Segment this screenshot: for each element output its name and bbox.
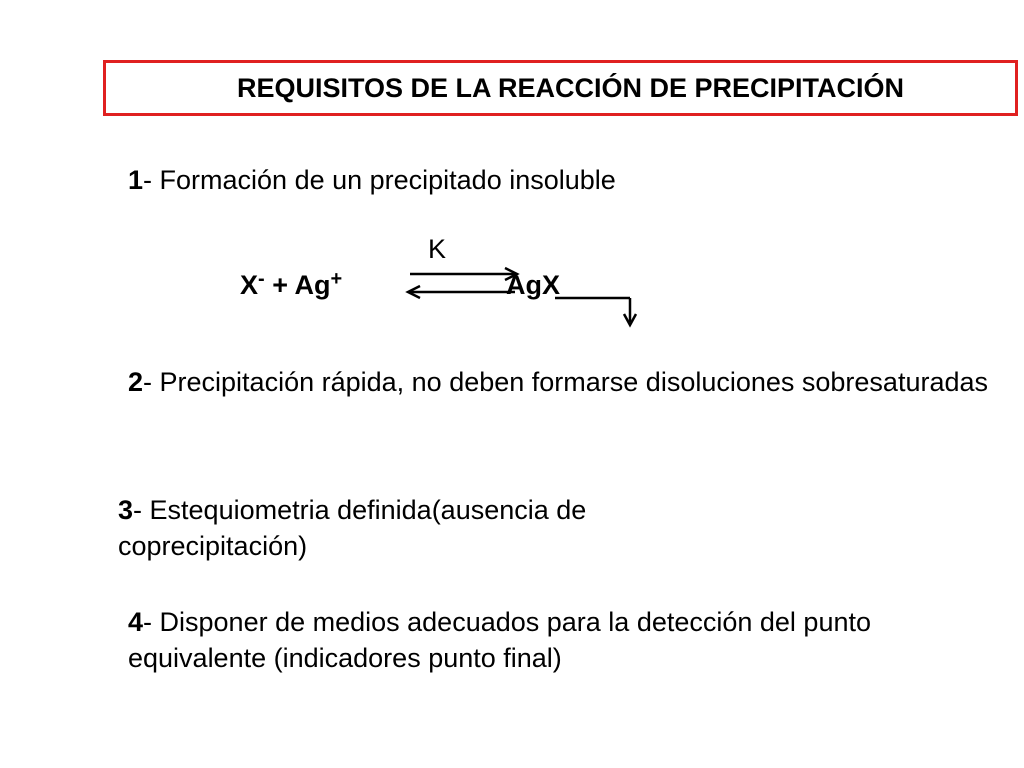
equation-reactants: [240, 270, 342, 301]
requirement-1-text: - Formación de un precipitado insoluble: [143, 165, 616, 195]
title-box: [103, 60, 1018, 116]
requirement-1: [128, 162, 616, 198]
cation-charge: +: [330, 268, 343, 290]
equilibrium-arrows-icon: [400, 262, 650, 332]
requirement-2: [128, 364, 988, 400]
anion-charge: -: [258, 268, 265, 290]
requirement-4: [128, 604, 1008, 676]
slide-title: REQUISITOS DE LA REACCIÓN DE PRECIPITACIÓN: [236, 72, 905, 103]
requirement-2-text: - Precipitación rápida, no deben formarse disoluciones sobresaturadas: [143, 367, 989, 397]
requirement-2-number: 2: [128, 367, 144, 397]
requirement-4-text: - Disponer de medios adecuados para la detección del punto equivalente (indicadores punto final): [128, 607, 872, 673]
requirement-1-number: 1: [128, 165, 144, 195]
plus-sign: +: [264, 270, 295, 300]
requirement-3-number: 3: [118, 495, 134, 525]
requirement-4-number: 4: [128, 607, 144, 637]
equilibrium-constant-label: K: [428, 234, 447, 264]
requirement-3: [118, 492, 738, 564]
equation-product: AgX: [506, 270, 560, 300]
requirement-3-text: - Estequiometria definida(ausencia de coprecipitación): [118, 495, 587, 561]
anion: X: [240, 270, 259, 300]
cation: Ag: [294, 270, 331, 300]
